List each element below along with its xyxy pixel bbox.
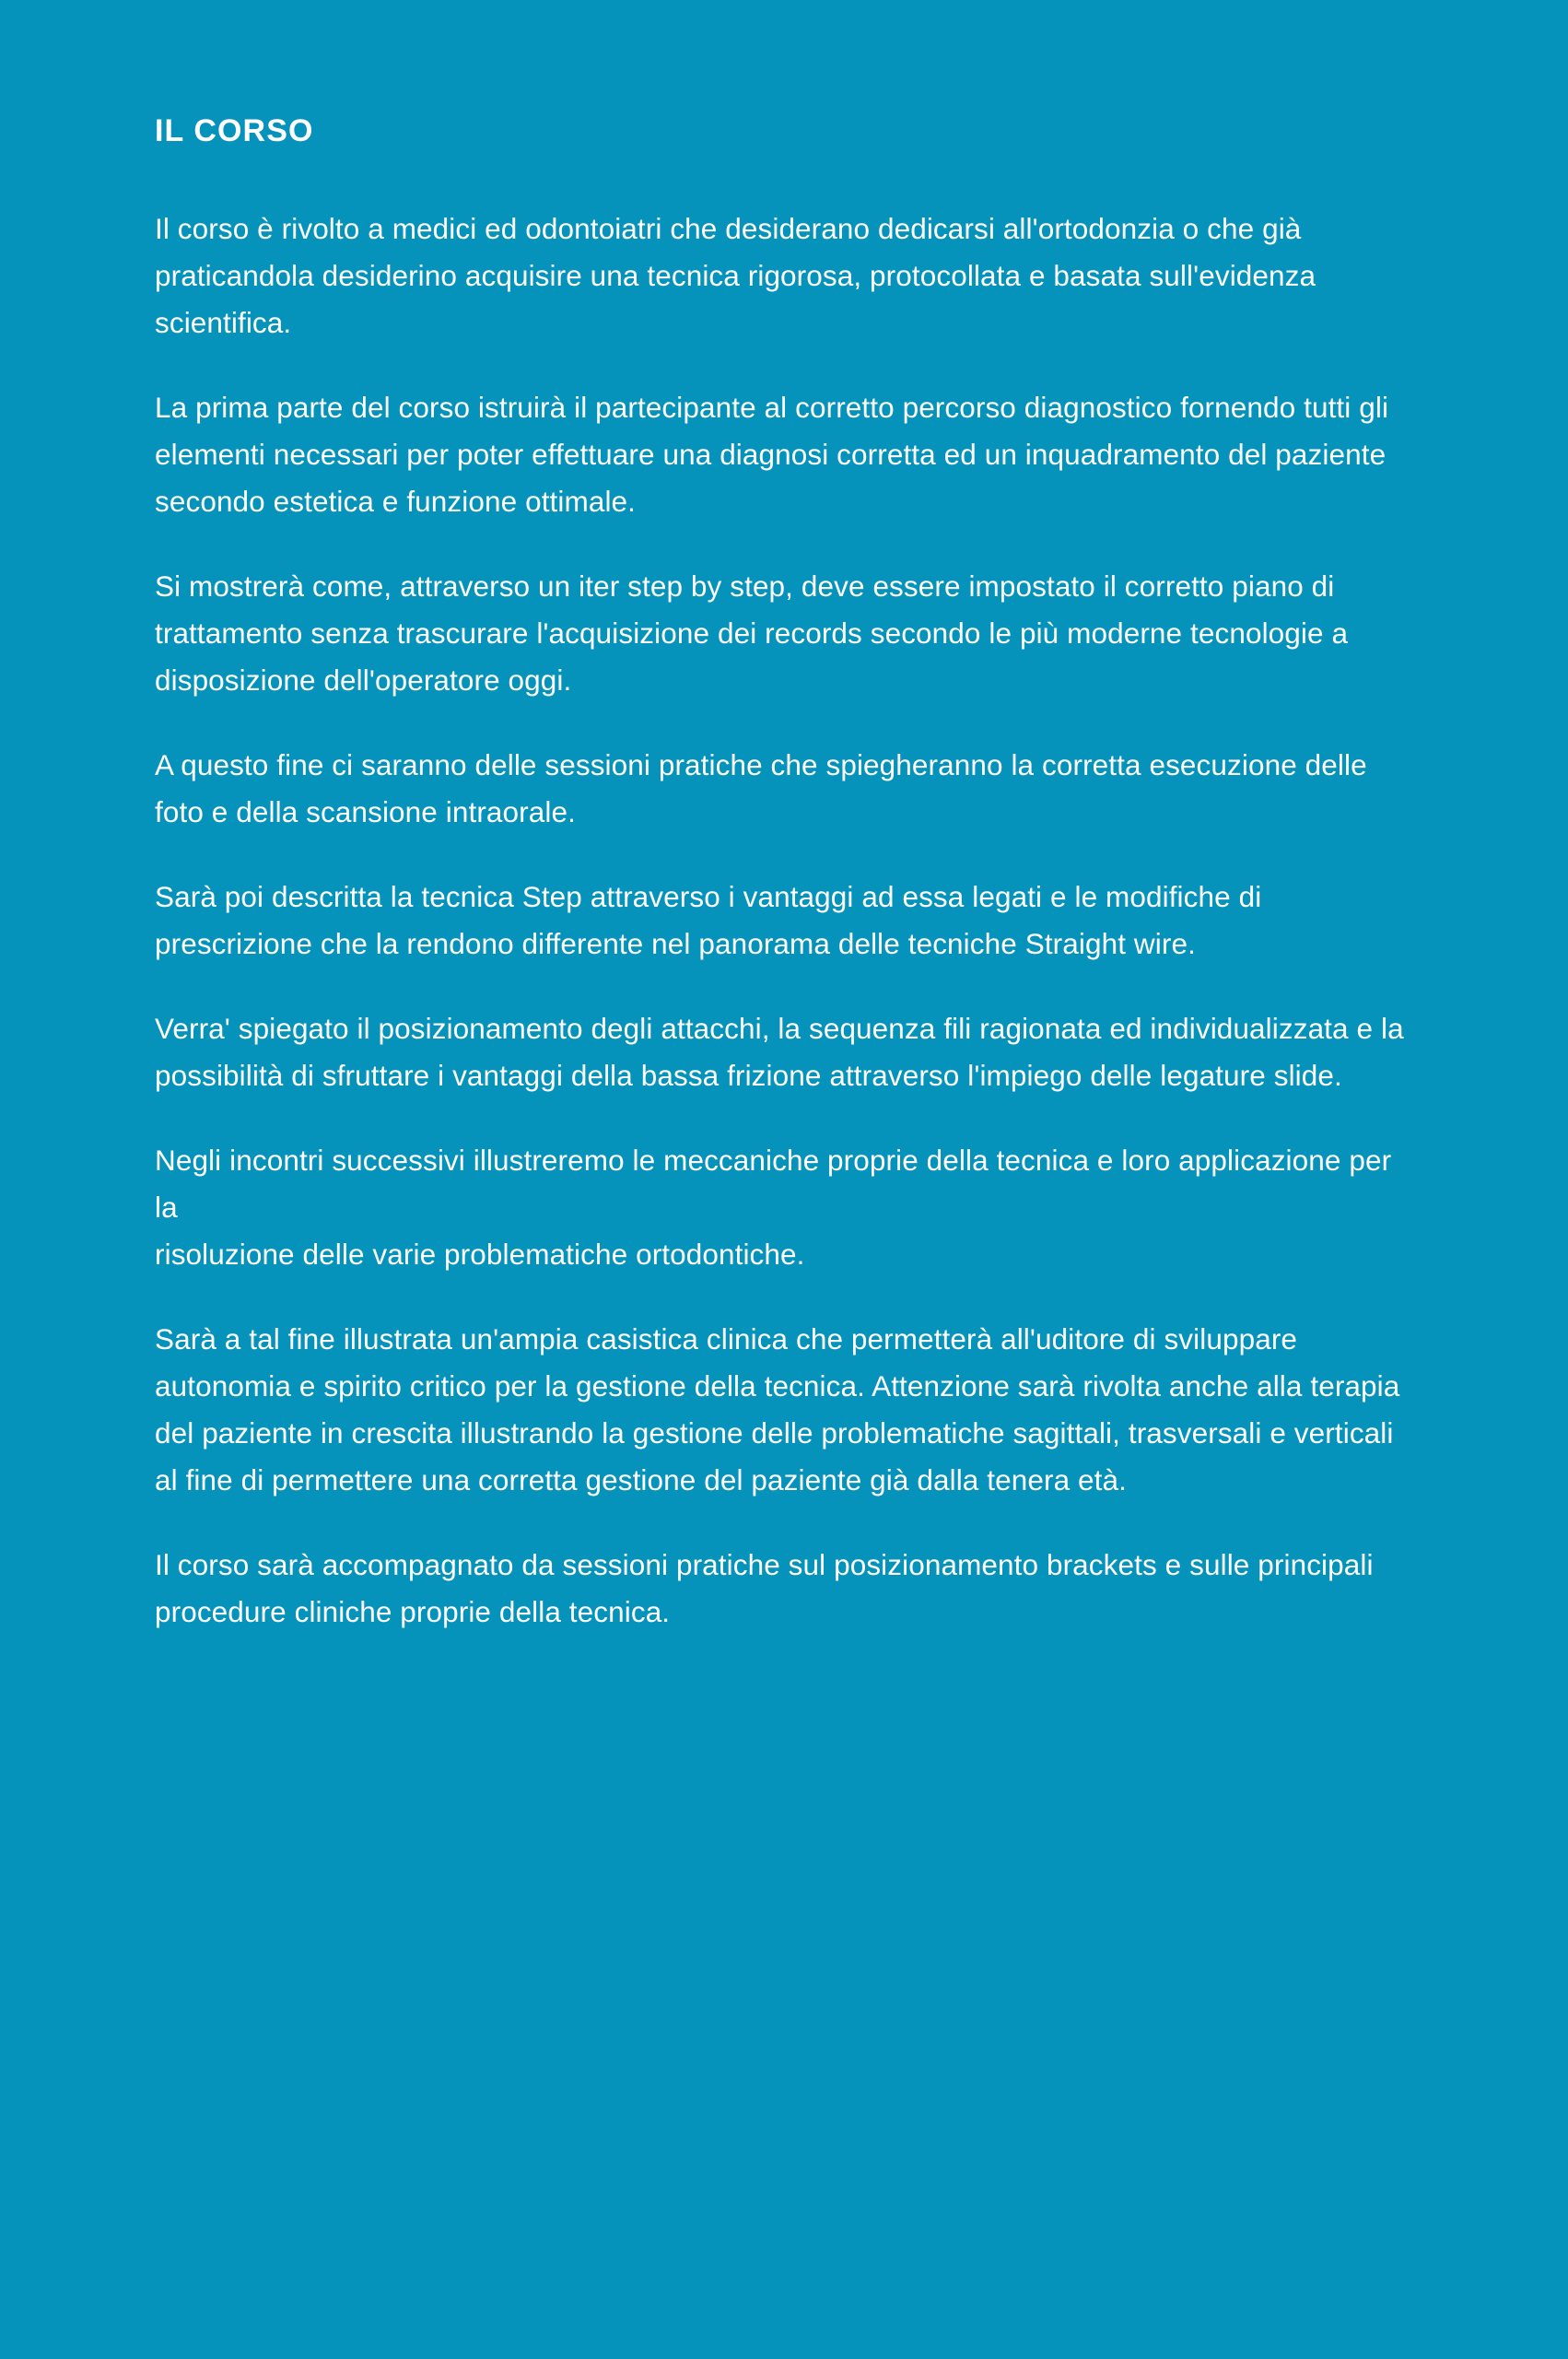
paragraph-intro-audience: Il corso è rivolto a medici ed odontoiatri che desiderano dedicarsi all'ortodonzia o che già praticandola desiderino acquisire una tecnica rigorosa, protocollata e basata sull'evidenza scientifica. [155, 211, 1316, 339]
paragraph-bracket-positioning: Verra' spiegato il posizionamento degli attacchi, la sequenza fili ragionata ed individualizzata e la possibilità di sfruttare i vantaggi della bassa frizione attraverso l'impiego delle legature slide. [155, 1012, 1404, 1093]
paragraph-clinical-cases: Sarà a tal fine illustrata un'ampia casistica clinica che permetterà all'uditore di sviluppare autonomia e spirito critico per la gestione della tecnica. Attenzione sarà rivolta anche alla terapia del paziente in crescita illustrando la gestione delle problematiche sagittali, trasversali e verticali al fine di permettere una corretta gestione del paziente già dalla tenera età. [155, 1322, 1400, 1497]
paragraph-first-part-diagnosis: La prima parte del corso istruirà il partecipante al corretto percorso diagnostico fornendo tutti gli elementi necessari per poter effettuare una diagnosi corretta ed un inquadramento del paziente secondo estetica e funzione ottimale. [155, 390, 1389, 518]
paragraph-subsequent-meetings: Negli incontri successivi illustreremo le meccaniche proprie della tecnica e loro applicazione per la risoluzione delle varie problematiche ortodontiche. [155, 1144, 1392, 1272]
paragraph-practical-sessions: A questo fine ci saranno delle sessioni pratiche che spiegheranno la corretta esecuzione delle foto e della scansione intraorale. [155, 747, 1367, 828]
paragraph-step-technique: Sarà poi descritta la tecnica Step attraverso i vantaggi ad essa legati e le modifiche di prescrizione che la rendono differente nel panorama delle tecniche Straight wire. [155, 879, 1262, 960]
paragraph-step-by-step-plan: Si mostrerà come, attraverso un iter step by step, deve essere impostato il corretto piano di trattamento senza trascurare l'acquisizione dei records secondo le più moderne tecnologie a disposizione dell'operatore oggi. [155, 569, 1349, 697]
paragraph-course-practical-sessions: Il corso sarà accompagnato da sessioni pratiche sul posizionamento brackets e sulle principali procedure cliniche proprie della tecnica. [155, 1548, 1374, 1629]
page-title: IL CORSO [155, 113, 314, 148]
content-column [155, 112, 1408, 1636]
